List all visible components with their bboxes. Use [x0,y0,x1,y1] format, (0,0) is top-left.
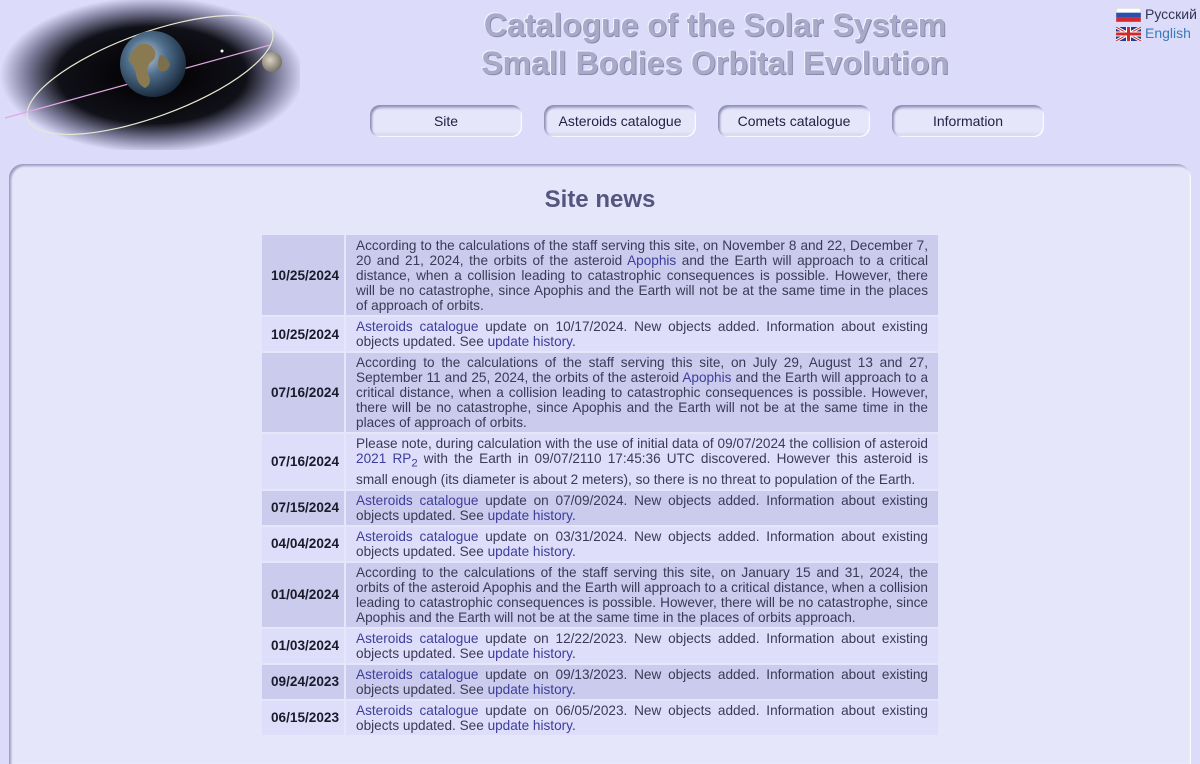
news-date: 10/25/2024 [262,235,344,315]
news-text-part: update on 09/13/2023. New objects added. Information about existing objects updated. See [356,666,928,697]
news-row [262,235,938,315]
news-text-part: update on 07/09/2024. New objects added. Information about existing objects updated. See [356,492,928,523]
nav-information-button[interactable]: Information [892,105,1044,137]
news-text [344,665,938,699]
news-row [262,701,938,735]
news-text-part: . [571,645,576,661]
news-date: 01/03/2024 [262,629,344,663]
news-text [344,491,938,525]
news-row [262,434,938,489]
news-text [344,353,938,432]
language-russian[interactable] [1116,5,1197,24]
news-date: 07/16/2024 [262,353,344,432]
news-row [262,353,938,432]
news-text-part: According to the calculations of the staff serving this site, on November 8 and 22, December 7, 20 and 21, 2024, the orbits of the asteroid [356,237,928,268]
news-text-part: update on 06/05/2023. New objects added. Information about existing objects updated. See [356,702,928,733]
news-date: 07/16/2024 [262,434,344,489]
asteroid-link-label[interactable]: 2021 RP [356,451,412,466]
news-text-part: . [571,507,576,523]
asteroids-catalogue-link[interactable]: Asteroids catalogue [356,630,479,646]
update-history-link[interactable]: update history [487,645,572,661]
update-history-link[interactable]: update history [487,507,572,523]
asteroids-catalogue-link[interactable]: Asteroids catalogue [356,492,479,508]
news-text [344,434,938,489]
asteroids-catalogue-link[interactable]: Asteroids catalogue [356,319,479,334]
news-row [262,665,938,699]
news-date: 09/24/2023 [262,665,344,699]
news-text-part: Please note, during calculation with the use of initial data of 09/07/2024 the collision of asteroid [356,436,928,451]
news-text-part: update on 12/22/2023. New objects added. Information about existing objects updated. See [356,630,928,661]
news-text-part: . [571,681,576,697]
nav-asteroids-catalogue-button[interactable]: Asteroids catalogue [544,105,696,137]
news-date: 01/04/2024 [262,563,344,627]
update-history-link[interactable]: update history [487,543,572,559]
news-text-part: . [571,717,576,733]
news-text-part: update on 10/17/2024. New objects added. Information about existing objects updated. See [356,319,928,349]
news-text-part: update on 03/31/2024. New objects added. Information about existing objects updated. See [356,528,928,559]
language-switcher [1116,5,1197,43]
asteroid-link-subscript[interactable]: 2 [411,457,418,470]
update-history-link[interactable]: update history [487,334,572,349]
news-text [344,235,938,315]
news-text: According to the calculations of the staff serving this site, on January 15 and 31, 2024, the orbits of the asteroid Apophis and the Earth will approach to a critical distance, when a collision leading to catastrophic consequences is possible. However, there will be no catastrophe, since Apophis and the Earth will not be at the same time in the places of orbits approach. [344,563,938,627]
language-russian-label[interactable]: Русский [1145,6,1197,22]
nav-comets-catalogue-button[interactable]: Comets catalogue [718,105,870,137]
earth-orbit-logo-icon [0,0,300,150]
news-row [262,563,938,627]
news-text [344,527,938,561]
language-english-label[interactable]: English [1145,25,1191,41]
news-text-part: and the Earth will approach to a critical distance, when a collision leading to catastrophic consequences is possible. However, there will be no catastrophe, since Apophis and the Earth will not be at the same time in the places of approach of orbits. [356,252,928,313]
news-text [344,317,938,351]
news-text-part: . [571,543,576,559]
news-text-part: and the Earth will approach to a critical distance, when a collision leading to catastrophic consequences is possible. However, there will be no catastrophe, since Apophis and the Earth will not be at the same time in the places of approach of orbits. [356,370,929,430]
news-date: 10/25/2024 [262,317,344,351]
news-row [262,527,938,561]
page-heading: Site news [544,186,656,213]
news-row [262,317,938,351]
news-text [344,701,938,735]
news-row [262,629,938,663]
asteroid-2021-rp2-link[interactable] [356,451,418,470]
site-title [380,6,1050,82]
news-row [262,491,938,525]
news-date: 06/15/2023 [262,701,344,735]
asteroids-catalogue-link[interactable]: Asteroids catalogue [356,666,479,682]
russia-flag-icon [1116,8,1141,22]
news-table [262,233,938,737]
news-text-part: According to the calculations of the staff serving this site, on July 29, August 13 and 27, September 11 and 25, 2024, the orbits of the asteroid [356,355,928,385]
site-title-line1: Catalogue of the Solar System [483,7,947,43]
news-date: 04/04/2024 [262,527,344,561]
news-text [344,629,938,663]
update-history-link[interactable]: update history [487,717,572,733]
update-history-link[interactable]: update history [487,681,572,697]
asteroids-catalogue-link[interactable]: Asteroids catalogue [356,702,479,718]
site-logo[interactable] [0,0,300,150]
news-date: 07/15/2024 [262,491,344,525]
site-title-line2: Small Bodies Orbital Evolution [481,45,949,81]
language-english[interactable] [1116,24,1197,43]
apophis-link[interactable]: Apophis [627,252,677,268]
news-text-part: . [571,334,576,349]
uk-flag-icon [1116,27,1141,41]
asteroids-catalogue-link[interactable]: Asteroids catalogue [356,528,479,544]
nav-site-button[interactable]: Site [370,105,522,137]
news-text-part: with the Earth in 09/07/2110 17:45:36 UTC discovered. However this asteroid is small enough (its diameter is about 2 meters), so there is no threat to population of the Earth. [356,451,928,487]
apophis-link[interactable]: Apophis [682,370,732,385]
